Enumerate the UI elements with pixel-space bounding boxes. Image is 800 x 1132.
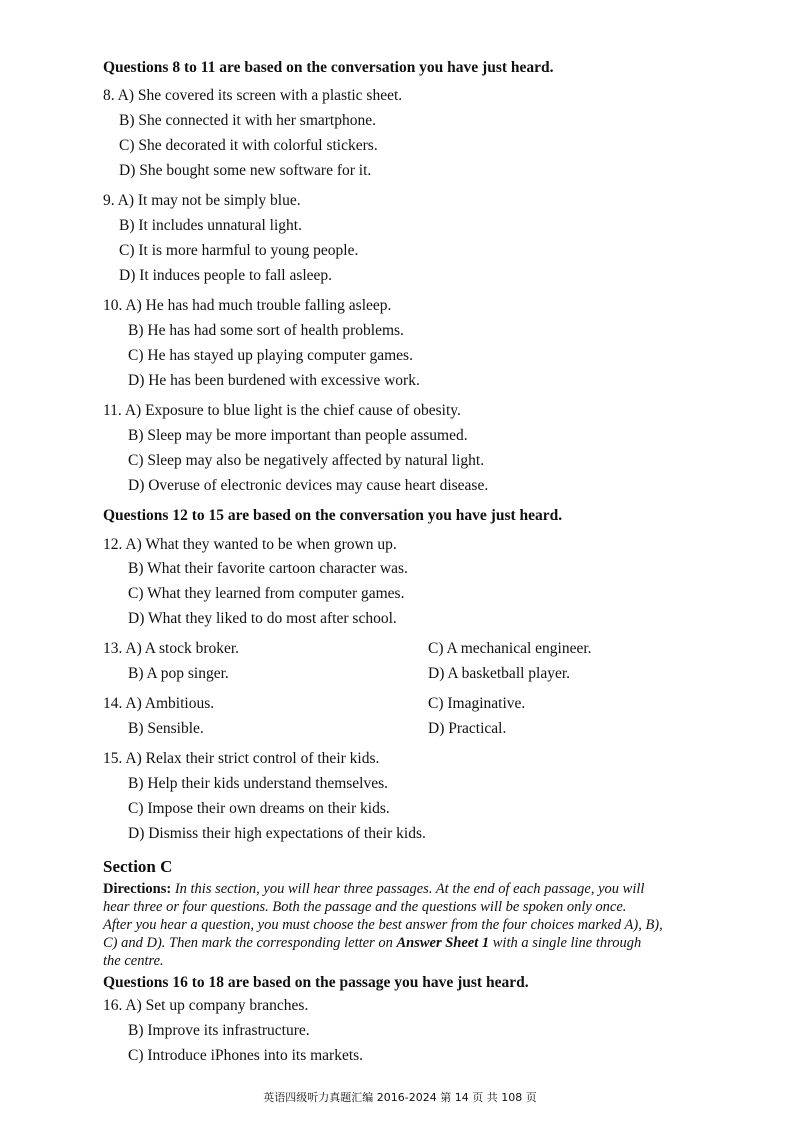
option-d: D) He has been burdened with excessive work. <box>128 372 420 389</box>
question-number: 14. <box>103 695 123 712</box>
directions-text: In this section, you will hear three passages. At the end of each passage, you will <box>174 881 645 897</box>
question-number: 10. <box>103 297 123 314</box>
question-16 <box>103 996 308 1016</box>
directions-line <box>103 880 644 898</box>
option-c: C) A mechanical engineer. <box>428 640 592 657</box>
option-a: A) It may not be simply blue. <box>117 192 301 209</box>
option-c: C) She decorated it with colorful stickers. <box>119 137 378 154</box>
question-8 <box>103 86 402 106</box>
option-d: D) Practical. <box>428 720 507 737</box>
option-c: C) Introduce iPhones into its markets. <box>128 1047 364 1064</box>
directions-line: hear three or four questions. Both the passage and the questions will be spoken only once. <box>103 899 627 915</box>
option-a: A) Set up company branches. <box>125 997 309 1014</box>
option-d: D) It induces people to fall asleep. <box>119 267 333 284</box>
question-15 <box>103 749 379 769</box>
question-14 <box>103 694 214 714</box>
option-b: B) Help their kids understand themselves. <box>128 775 389 792</box>
option-b: B) She connected it with her smartphone. <box>119 112 376 129</box>
directions-text: with a single line through <box>489 935 642 951</box>
question-number: 16. <box>103 997 123 1014</box>
option-c: C) Imaginative. <box>428 695 526 712</box>
question-number: 9. <box>103 192 115 209</box>
question-number: 13. <box>103 640 123 657</box>
option-a: A) What they wanted to be when grown up. <box>125 536 397 553</box>
option-a: A) She covered its screen with a plastic sheet. <box>117 87 403 104</box>
question-group-heading: Questions 12 to 15 are based on the conversation you have just heard. <box>103 507 563 524</box>
question-9 <box>103 191 301 211</box>
option-a: A) Exposure to blue light is the chief cause of obesity. <box>124 402 461 419</box>
option-d: D) Overuse of electronic devices may cause heart disease. <box>128 477 489 494</box>
question-11 <box>103 401 461 421</box>
option-d: D) Dismiss their high expectations of their kids. <box>128 825 426 842</box>
directions-line <box>103 934 641 952</box>
option-a: A) Ambitious. <box>125 695 215 712</box>
option-d: D) A basketball player. <box>428 665 571 682</box>
section-title: Section C <box>103 857 173 876</box>
option-c: C) It is more harmful to young people. <box>119 242 359 259</box>
option-c: C) What they learned from computer games. <box>128 585 405 602</box>
question-group-heading: Questions 16 to 18 are based on the passage you have just heard. <box>103 974 529 991</box>
option-b: B) He has had some sort of health problems. <box>128 322 404 339</box>
option-c: C) Impose their own dreams on their kids. <box>128 800 390 817</box>
question-number: 8. <box>103 87 115 104</box>
option-c: C) Sleep may also be negatively affected by natural light. <box>128 452 485 469</box>
option-a: A) A stock broker. <box>125 640 240 657</box>
option-a: A) He has had much trouble falling asleep. <box>125 297 392 314</box>
option-b: B) What their favorite cartoon character was. <box>128 560 408 577</box>
option-b: B) Sleep may be more important than people assumed. <box>128 427 468 444</box>
question-number: 11. <box>103 402 122 419</box>
directions-label: Directions: <box>103 881 172 897</box>
directions-line: the centre. <box>103 953 164 969</box>
directions-line: After you hear a question, you must choose the best answer from the four choices marked A), B), <box>103 917 663 933</box>
question-group-heading: Questions 8 to 11 are based on the conversation you have just heard. <box>103 59 554 76</box>
question-12 <box>103 535 397 555</box>
option-c: C) He has stayed up playing computer games. <box>128 347 413 364</box>
option-a: A) Relax their strict control of their kids. <box>125 750 380 767</box>
question-number: 15. <box>103 750 123 767</box>
directions-text: C) and D). Then mark the corresponding letter on <box>103 935 397 951</box>
question-10 <box>103 296 391 316</box>
question-13 <box>103 639 239 659</box>
option-b: B) Improve its infrastructure. <box>128 1022 310 1039</box>
answer-sheet-ref: Answer Sheet 1 <box>396 935 490 951</box>
page-footer: 英语四级听力真题汇编 2016-2024 第 14 页 共 108 页 <box>263 1091 537 1104</box>
option-d: D) What they liked to do most after school. <box>128 610 397 627</box>
option-d: D) She bought some new software for it. <box>119 162 372 179</box>
option-b: B) It includes unnatural light. <box>119 217 302 234</box>
option-b: B) Sensible. <box>128 720 204 737</box>
question-number: 12. <box>103 536 123 553</box>
option-b: B) A pop singer. <box>128 665 229 682</box>
